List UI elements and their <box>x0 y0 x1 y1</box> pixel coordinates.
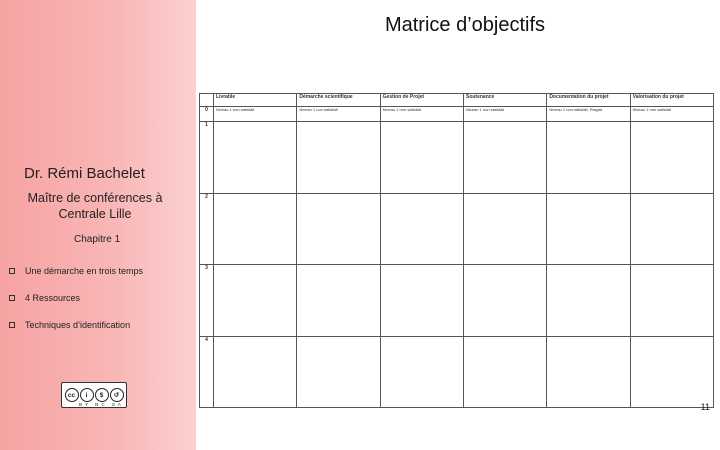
table-cell <box>463 193 546 265</box>
table-cell <box>380 122 463 194</box>
table-cell <box>463 122 546 194</box>
table-row <box>200 336 714 408</box>
table-cell: Niveau 1 non satisfait <box>297 107 380 122</box>
table-cell <box>380 336 463 408</box>
sidebar-item-label: 4 Ressources <box>25 293 81 303</box>
table-cell <box>547 193 630 265</box>
table-cell: Niveau 1 non satisfait <box>380 107 463 122</box>
checkbox-bullet-icon <box>9 322 15 328</box>
sidebar-item-label: Une démarche en trois temps <box>25 266 144 276</box>
objectives-matrix <box>199 93 714 408</box>
column-header: Soutenance <box>463 94 546 107</box>
table-cell <box>463 265 546 337</box>
table-cell <box>214 336 297 408</box>
level-cell: 1 <box>200 122 214 194</box>
sharealike-icon: ↺ <box>110 388 124 402</box>
sidebar-menu <box>9 264 143 345</box>
sidebar-item-label: Techniques d’identification <box>25 320 131 330</box>
level-cell: 3 <box>200 265 214 337</box>
page-title: Matrice d’objectifs <box>384 14 546 36</box>
table-cell <box>214 265 297 337</box>
table-cell <box>297 122 380 194</box>
chapter-label: Chapitre 1 <box>74 234 121 245</box>
table-cell <box>547 336 630 408</box>
table-cell <box>630 265 713 337</box>
noncommercial-icon: $ <box>95 388 109 402</box>
level-header <box>200 94 214 107</box>
sidebar-item-ressources[interactable] <box>9 291 143 305</box>
table-cell <box>630 193 713 265</box>
table-cell <box>297 193 380 265</box>
column-header: Documentation du projet <box>547 94 630 107</box>
table-cell <box>297 336 380 408</box>
table-row <box>200 193 714 265</box>
table-cell <box>297 265 380 337</box>
license-labels: BY NC SA <box>79 402 124 407</box>
table-cell <box>630 122 713 194</box>
author-name: Dr. Rémi Bachelet <box>24 165 145 182</box>
level-cell: 4 <box>200 336 214 408</box>
table-row <box>200 265 714 337</box>
table-row <box>200 122 714 194</box>
table-cell: Niveau 1 non satisfait <box>463 107 546 122</box>
table-cell <box>547 122 630 194</box>
attribution-icon: i <box>80 388 94 402</box>
column-header: Livrable <box>214 94 297 107</box>
sidebar-item-techniques[interactable] <box>9 318 143 332</box>
sidebar-item-demarche[interactable] <box>9 264 143 278</box>
cc-icon: cc <box>65 388 79 402</box>
column-header: Démarche scientifique <box>297 94 380 107</box>
table-cell: Niveau 1 non satisfait <box>214 107 297 122</box>
page-number: 11 <box>700 402 710 412</box>
author-role: Maître de conférences à Centrale Lille <box>27 191 163 221</box>
table-cell <box>547 265 630 337</box>
table-cell <box>380 193 463 265</box>
level-cell: 2 <box>200 193 214 265</box>
table-cell <box>214 193 297 265</box>
table-cell <box>380 265 463 337</box>
table-cell <box>630 336 713 408</box>
checkbox-bullet-icon <box>9 268 15 274</box>
column-header: Gestion de Projet <box>380 94 463 107</box>
column-header: Valorisation du projet <box>630 94 713 107</box>
table-cell <box>214 122 297 194</box>
checkbox-bullet-icon <box>9 295 15 301</box>
table-cell <box>463 336 546 408</box>
table-cell: Niveau 1 non satisfait, Plagiat <box>547 107 630 122</box>
table-row <box>200 107 714 122</box>
table-header-row <box>200 94 714 107</box>
table-cell: Niveau 1 non satisfait <box>630 107 713 122</box>
level-cell: 0 <box>200 107 214 122</box>
